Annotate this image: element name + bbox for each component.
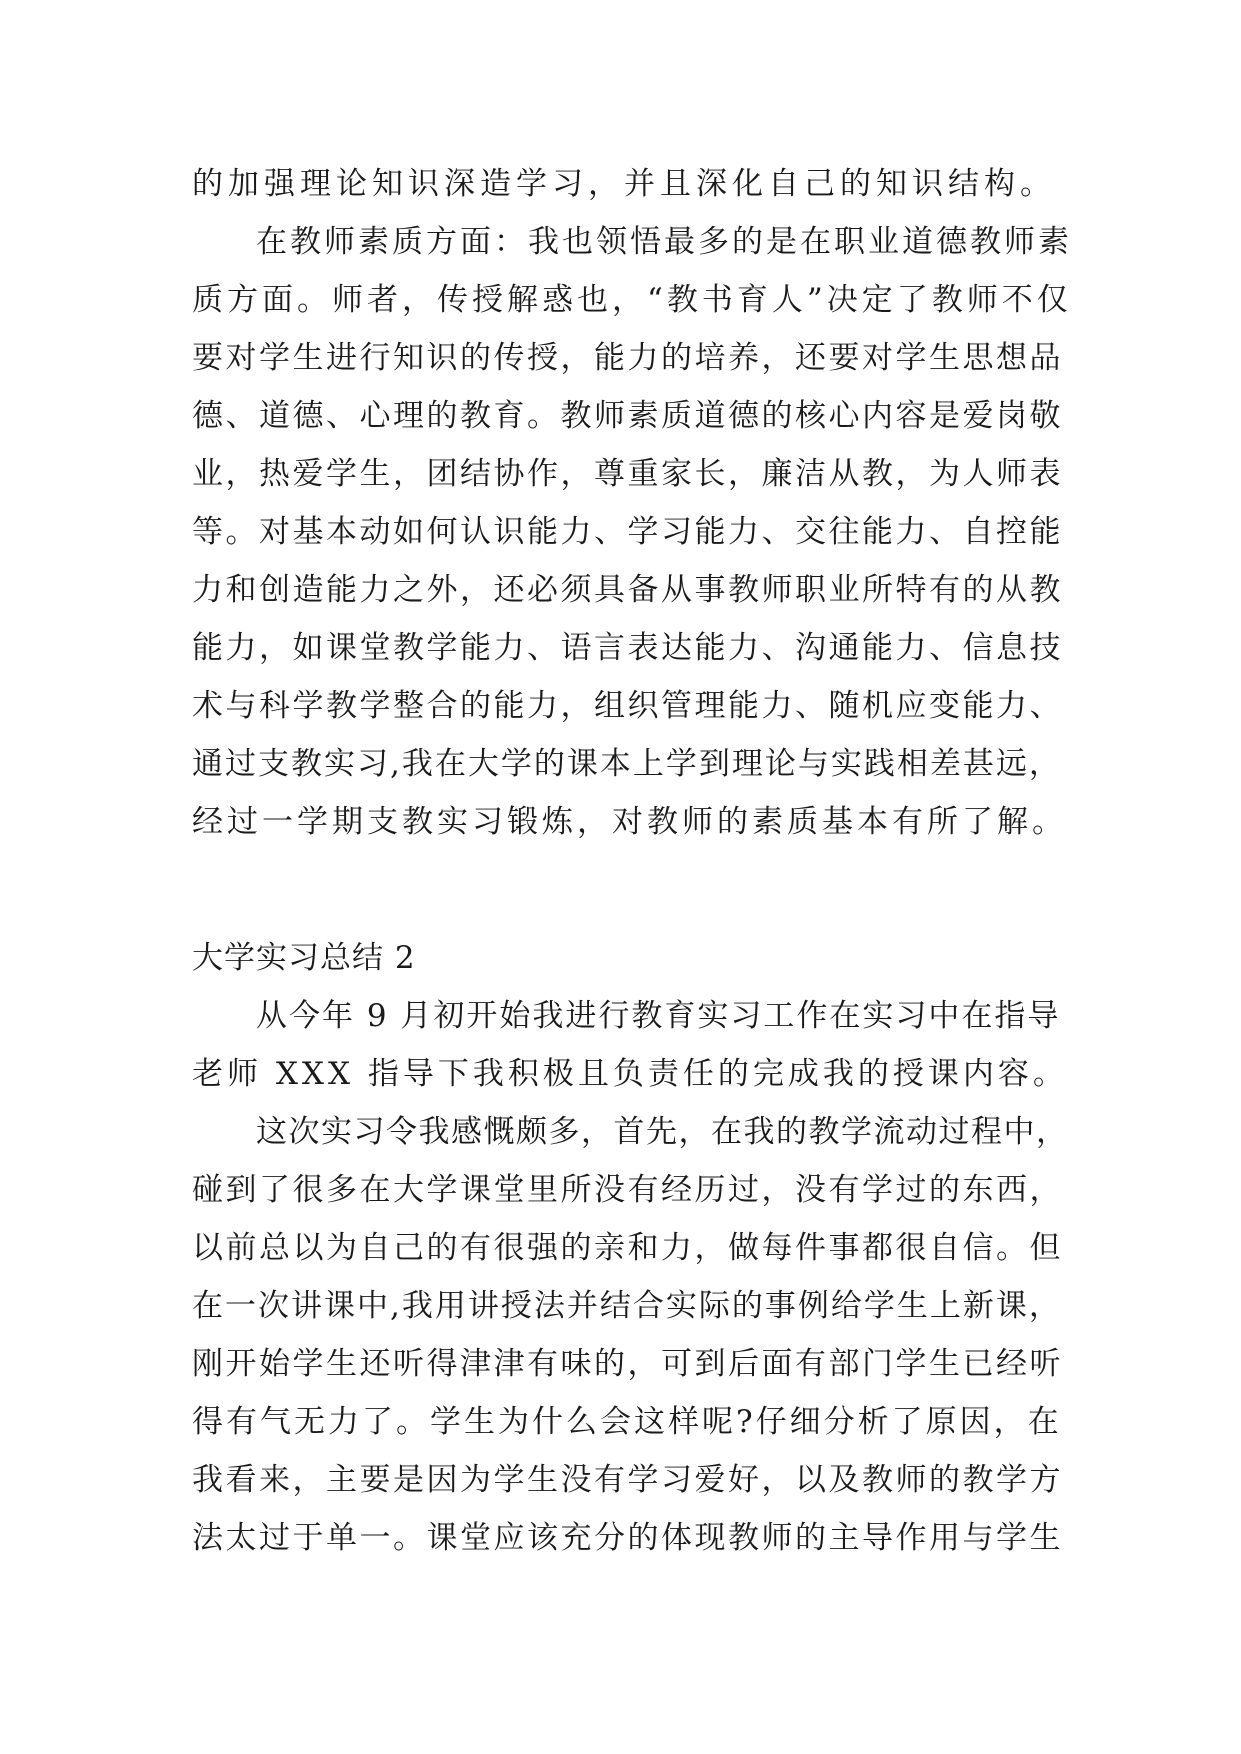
paragraph-line: 得有气无力了。学生为什么会这样呢?仔细分析了原因，在 [192,1404,1062,1440]
paragraph-line: 等。对基本动如何认识能力、学习能力、交往能力、自控能 [192,514,1063,550]
paragraph-line: 在一次讲课中,我用讲授法并结合实际的事例给学生上新课， [192,1288,1062,1324]
section-teacher-quality [192,155,1072,851]
paragraph-line: 力和创造能力之外，还必须具备从事教师职业所特有的从教 [192,572,1063,608]
paragraph-line: 业，热爱学生，团结协作，尊重家长，廉洁从教，为人师表 [192,456,1063,492]
paragraph-line: 法太过于单一。课堂应该充分的体现教师的主导作用与学生 [192,1520,1063,1556]
paragraph-line: 通过支教实习,我在大学的课本上学到理论与实践相差甚远， [192,746,1062,782]
paragraph-line: 以前总以为自己的有很强的亲和力，做每件事都很自信。但 [192,1230,1063,1266]
paragraph-line: 我看来，主要是因为学生没有学习爱好，以及教师的教学方 [192,1462,1063,1498]
section-heading: 大学实习总结 2 [192,940,416,976]
paragraph-line: 这次实习令我感慨颇多，首先，在我的教学流动过程中， [256,1114,1069,1150]
paragraph-line: 的加强理论知识深造学习，并且深化自己的知识结构。 [192,166,1056,202]
paragraph-line: 经过一学期支教实习锻炼，对教师的素质基本有所了解。 [192,804,1067,840]
paragraph-line: 能力，如课堂教学能力、语言表达能力、沟通能力、信息技 [192,630,1063,666]
paragraph-line: 术与科学教学整合的能力，组织管理能力、随机应变能力、 [192,688,1063,724]
paragraph-line: 质方面。师者，传授解惑也，“教书育人”决定了教师不仅 [192,282,1072,318]
section-internship-summary-2 [192,929,1072,1567]
paragraph-line: 从今年 9 月初开始我进行教育实习工作在实习中在指导 [256,998,1061,1034]
paragraph-line: 碰到了很多在大学课堂里所没有经历过，没有学过的东西， [192,1172,1063,1208]
paragraph-line: 在教师素质方面：我也领悟最多的是在职业道德教师素 [256,224,1072,260]
document-page [192,155,1072,1567]
paragraph-line: 刚开始学生还听得津津有味的，可到后面有部门学生已经听 [192,1346,1063,1382]
paragraph-line: 老师 XXX 指导下我积极且负责任的完成我的授课内容。 [192,1056,1068,1092]
paragraph-line: 德、道德、心理的教育。教师素质道德的核心内容是爱岗敬 [192,398,1063,434]
paragraph-line: 要对学生进行知识的传授，能力的培养，还要对学生思想品 [192,340,1063,376]
